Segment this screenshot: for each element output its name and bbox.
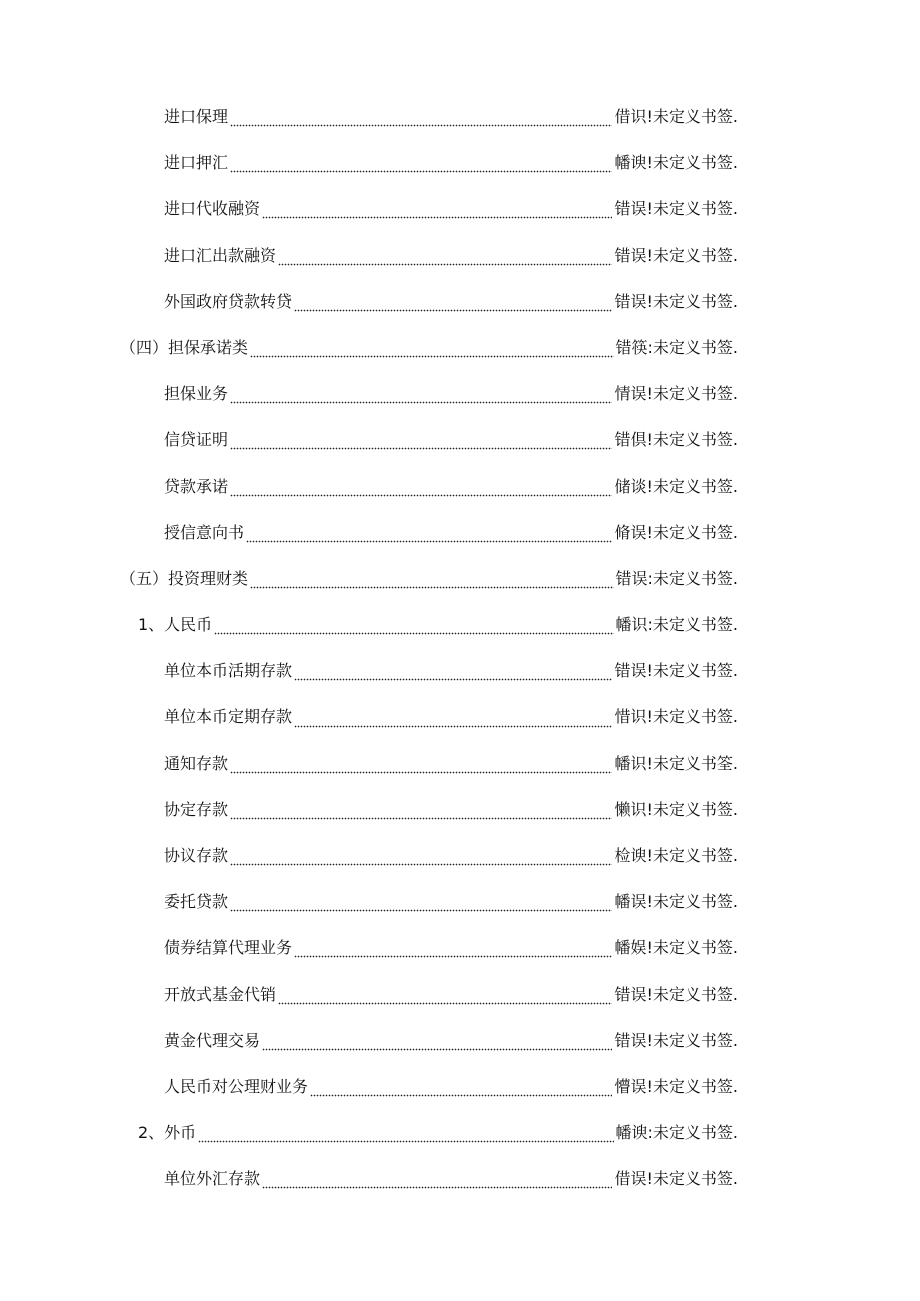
toc-entry-page-ref[interactable]: 错倶!未定义书签. [614, 430, 738, 450]
toc-entry-line [164, 510, 738, 556]
toc-entry-line [164, 233, 738, 279]
toc-entry-line [138, 602, 738, 648]
dot-leader [230, 117, 612, 127]
toc-entry[interactable] [0, 741, 920, 787]
toc-entry-line [164, 1156, 738, 1202]
dot-leader [262, 1179, 612, 1189]
toc-entry-title[interactable]: 担保业务 [164, 384, 229, 404]
toc-entry-title[interactable]: 委托贷款 [164, 892, 229, 912]
toc-entry-page-ref[interactable]: 错误:未定义书签. [615, 568, 738, 588]
toc-entry-title[interactable]: 协议存款 [164, 846, 229, 865]
toc-entry-line [164, 417, 738, 463]
toc-entry-page-ref[interactable]: 幡谀!未定义书签. [614, 153, 738, 173]
toc-entry-page-ref[interactable]: 错误!未定义书签. [614, 661, 738, 681]
dot-leader [262, 1041, 612, 1051]
toc-entry-line [164, 879, 738, 925]
dot-leader [198, 1133, 613, 1143]
toc-entry-title[interactable]: 1、人民币 [138, 615, 213, 635]
toc-entry-line [164, 94, 738, 140]
toc-entry-page-ref[interactable]: 借误!未定义书签. [614, 1169, 738, 1189]
toc-entry-title[interactable]: 进口代收融资 [164, 199, 261, 219]
dot-leader [246, 533, 612, 543]
dot-leader [250, 348, 614, 358]
dot-leader [230, 440, 612, 450]
toc-entry-title[interactable]: 外国政府贷款转贷 [164, 291, 293, 311]
toc-entry-line [164, 1018, 738, 1064]
toc-entry-page-ref[interactable]: 错筷:未定义书签. [615, 337, 738, 357]
toc-entry-title[interactable]: 协定存款 [164, 799, 229, 819]
toc-entry-title[interactable]: 单位本币定期存款 [164, 707, 293, 727]
dot-leader [294, 718, 612, 728]
toc-entry-line [164, 925, 738, 971]
dot-leader [278, 995, 612, 1005]
toc-entry-title[interactable]: 单位本币活期存款 [164, 661, 293, 681]
toc-entry-title[interactable]: 授信意向书 [164, 522, 245, 542]
toc-entry-page-ref[interactable]: 错误!未定义书签. [614, 984, 738, 1004]
toc-entry-line [164, 787, 738, 833]
toc-entry-title[interactable]: 开放式基金代销 [164, 984, 277, 1004]
dot-leader [294, 948, 612, 958]
toc-entry-page-ref[interactable]: 错误!未定义书签. [614, 1030, 738, 1050]
dot-leader [294, 302, 612, 312]
toc-entry-line [164, 140, 738, 186]
toc-entry-title[interactable]: 通知存款 [164, 753, 229, 773]
toc-entry-title[interactable]: 人民币对公理财业务 [164, 1076, 309, 1096]
toc-entry[interactable] [0, 233, 920, 279]
toc-entry[interactable] [0, 556, 920, 602]
dot-leader [310, 1087, 612, 1097]
toc-entry[interactable] [0, 279, 920, 325]
toc-entry-title[interactable]: 债券结算代理业务 [164, 938, 293, 958]
toc-entry-page-ref[interactable]: 幡识:未定义书签. [615, 615, 738, 635]
toc-entry-line [120, 325, 738, 371]
toc-entry-title[interactable]: （四）担保承诺类 [120, 337, 249, 357]
toc-entry-title[interactable]: （五）投资理财类 [120, 568, 249, 588]
toc-entry[interactable] [0, 325, 920, 371]
toc-entry-page-ref[interactable]: 错误!未定义书签. [614, 245, 738, 265]
toc-entry[interactable] [0, 464, 920, 510]
toc-entry[interactable] [0, 1018, 920, 1064]
toc-entry[interactable] [0, 510, 920, 556]
toc-entry-title[interactable]: 进口保理 [164, 107, 229, 126]
toc-entry-line [164, 694, 738, 740]
toc-entry-page-ref[interactable]: 脩误!未定义书签. [614, 522, 738, 542]
toc-entry-page-ref[interactable]: 幡识!未定义书筌. [614, 753, 738, 773]
toc-entry[interactable] [0, 186, 920, 232]
toc-entry-page-ref[interactable]: 检谀!未定义书签. [614, 846, 738, 865]
toc-entry-page-ref[interactable]: 情误!未定义书签. [614, 384, 738, 404]
toc-entry[interactable] [0, 94, 920, 140]
dot-leader [230, 764, 612, 774]
toc-entry-line [164, 464, 738, 510]
toc-entry[interactable] [0, 1110, 920, 1156]
toc-entry-line [164, 648, 738, 694]
toc-entry-page-ref[interactable]: 惜识!未定义书签. [614, 707, 738, 727]
dot-leader [250, 579, 614, 589]
toc-entry-title[interactable]: 信贷证明 [164, 430, 229, 450]
toc-entry-page-ref[interactable]: 懒识!未定义书签. [614, 799, 738, 819]
toc-entry[interactable] [0, 602, 920, 648]
toc-entry[interactable] [0, 648, 920, 694]
dot-leader [294, 671, 612, 681]
toc-entry-title[interactable]: 贷款承诺 [164, 476, 229, 496]
toc-entry[interactable] [0, 371, 920, 417]
toc-entry-page-ref[interactable]: 储谈!未定义书签. [614, 476, 738, 496]
dot-leader [230, 902, 612, 912]
dot-leader [230, 856, 612, 866]
toc-entry-page-ref[interactable]: 懵误!未定义书签. [614, 1076, 738, 1096]
toc-entry[interactable] [0, 1064, 920, 1110]
toc-entry-page-ref[interactable]: 错误!未定义书签. [614, 291, 738, 311]
dot-leader [230, 810, 612, 820]
toc-entry-page-ref[interactable]: 借识!未定义书签. [614, 107, 738, 126]
toc-entry-page-ref[interactable]: 幡误!未定义书签. [614, 892, 738, 912]
toc-entry[interactable] [0, 972, 920, 1018]
toc-entry-page-ref[interactable]: 幡娱!未定义书签. [614, 938, 738, 958]
toc-entry-title[interactable]: 单位外汇存款 [164, 1169, 261, 1189]
toc-entry-line [164, 1064, 738, 1110]
dot-leader [278, 256, 612, 266]
toc-entry[interactable] [0, 140, 920, 186]
dot-leader [230, 163, 612, 173]
dot-leader [262, 209, 612, 219]
toc-entry-page-ref[interactable]: 错误!未定义书签. [614, 199, 738, 219]
toc-entry[interactable] [0, 925, 920, 971]
toc-entry-title[interactable]: 2、外币 [138, 1123, 197, 1143]
toc-entry-line [164, 279, 738, 325]
toc-entry-line [164, 186, 738, 232]
toc-entry[interactable] [0, 1156, 920, 1202]
toc-entry[interactable] [0, 833, 920, 879]
dot-leader [230, 487, 612, 497]
toc-entry[interactable] [0, 879, 920, 925]
dot-leader [214, 625, 613, 635]
toc-entry-line [120, 556, 738, 602]
toc-entry-line [164, 972, 738, 1018]
toc-entry-line [164, 741, 738, 787]
toc-entry-page-ref[interactable]: 幡谀:未定义书签. [615, 1123, 738, 1143]
toc-entry-title[interactable]: 进口押汇 [164, 153, 229, 173]
toc-entry-line [138, 1110, 738, 1156]
toc-entry-title[interactable]: 黄金代理交易 [164, 1030, 261, 1050]
toc-entry-line [164, 371, 738, 417]
toc-entry-line [164, 833, 738, 879]
toc-entry[interactable] [0, 787, 920, 833]
dot-leader [230, 394, 612, 404]
toc-entry[interactable] [0, 694, 920, 740]
table-of-contents [0, 94, 920, 1203]
toc-entry[interactable] [0, 417, 920, 463]
toc-entry-title[interactable]: 进口汇出款融资 [164, 245, 277, 265]
